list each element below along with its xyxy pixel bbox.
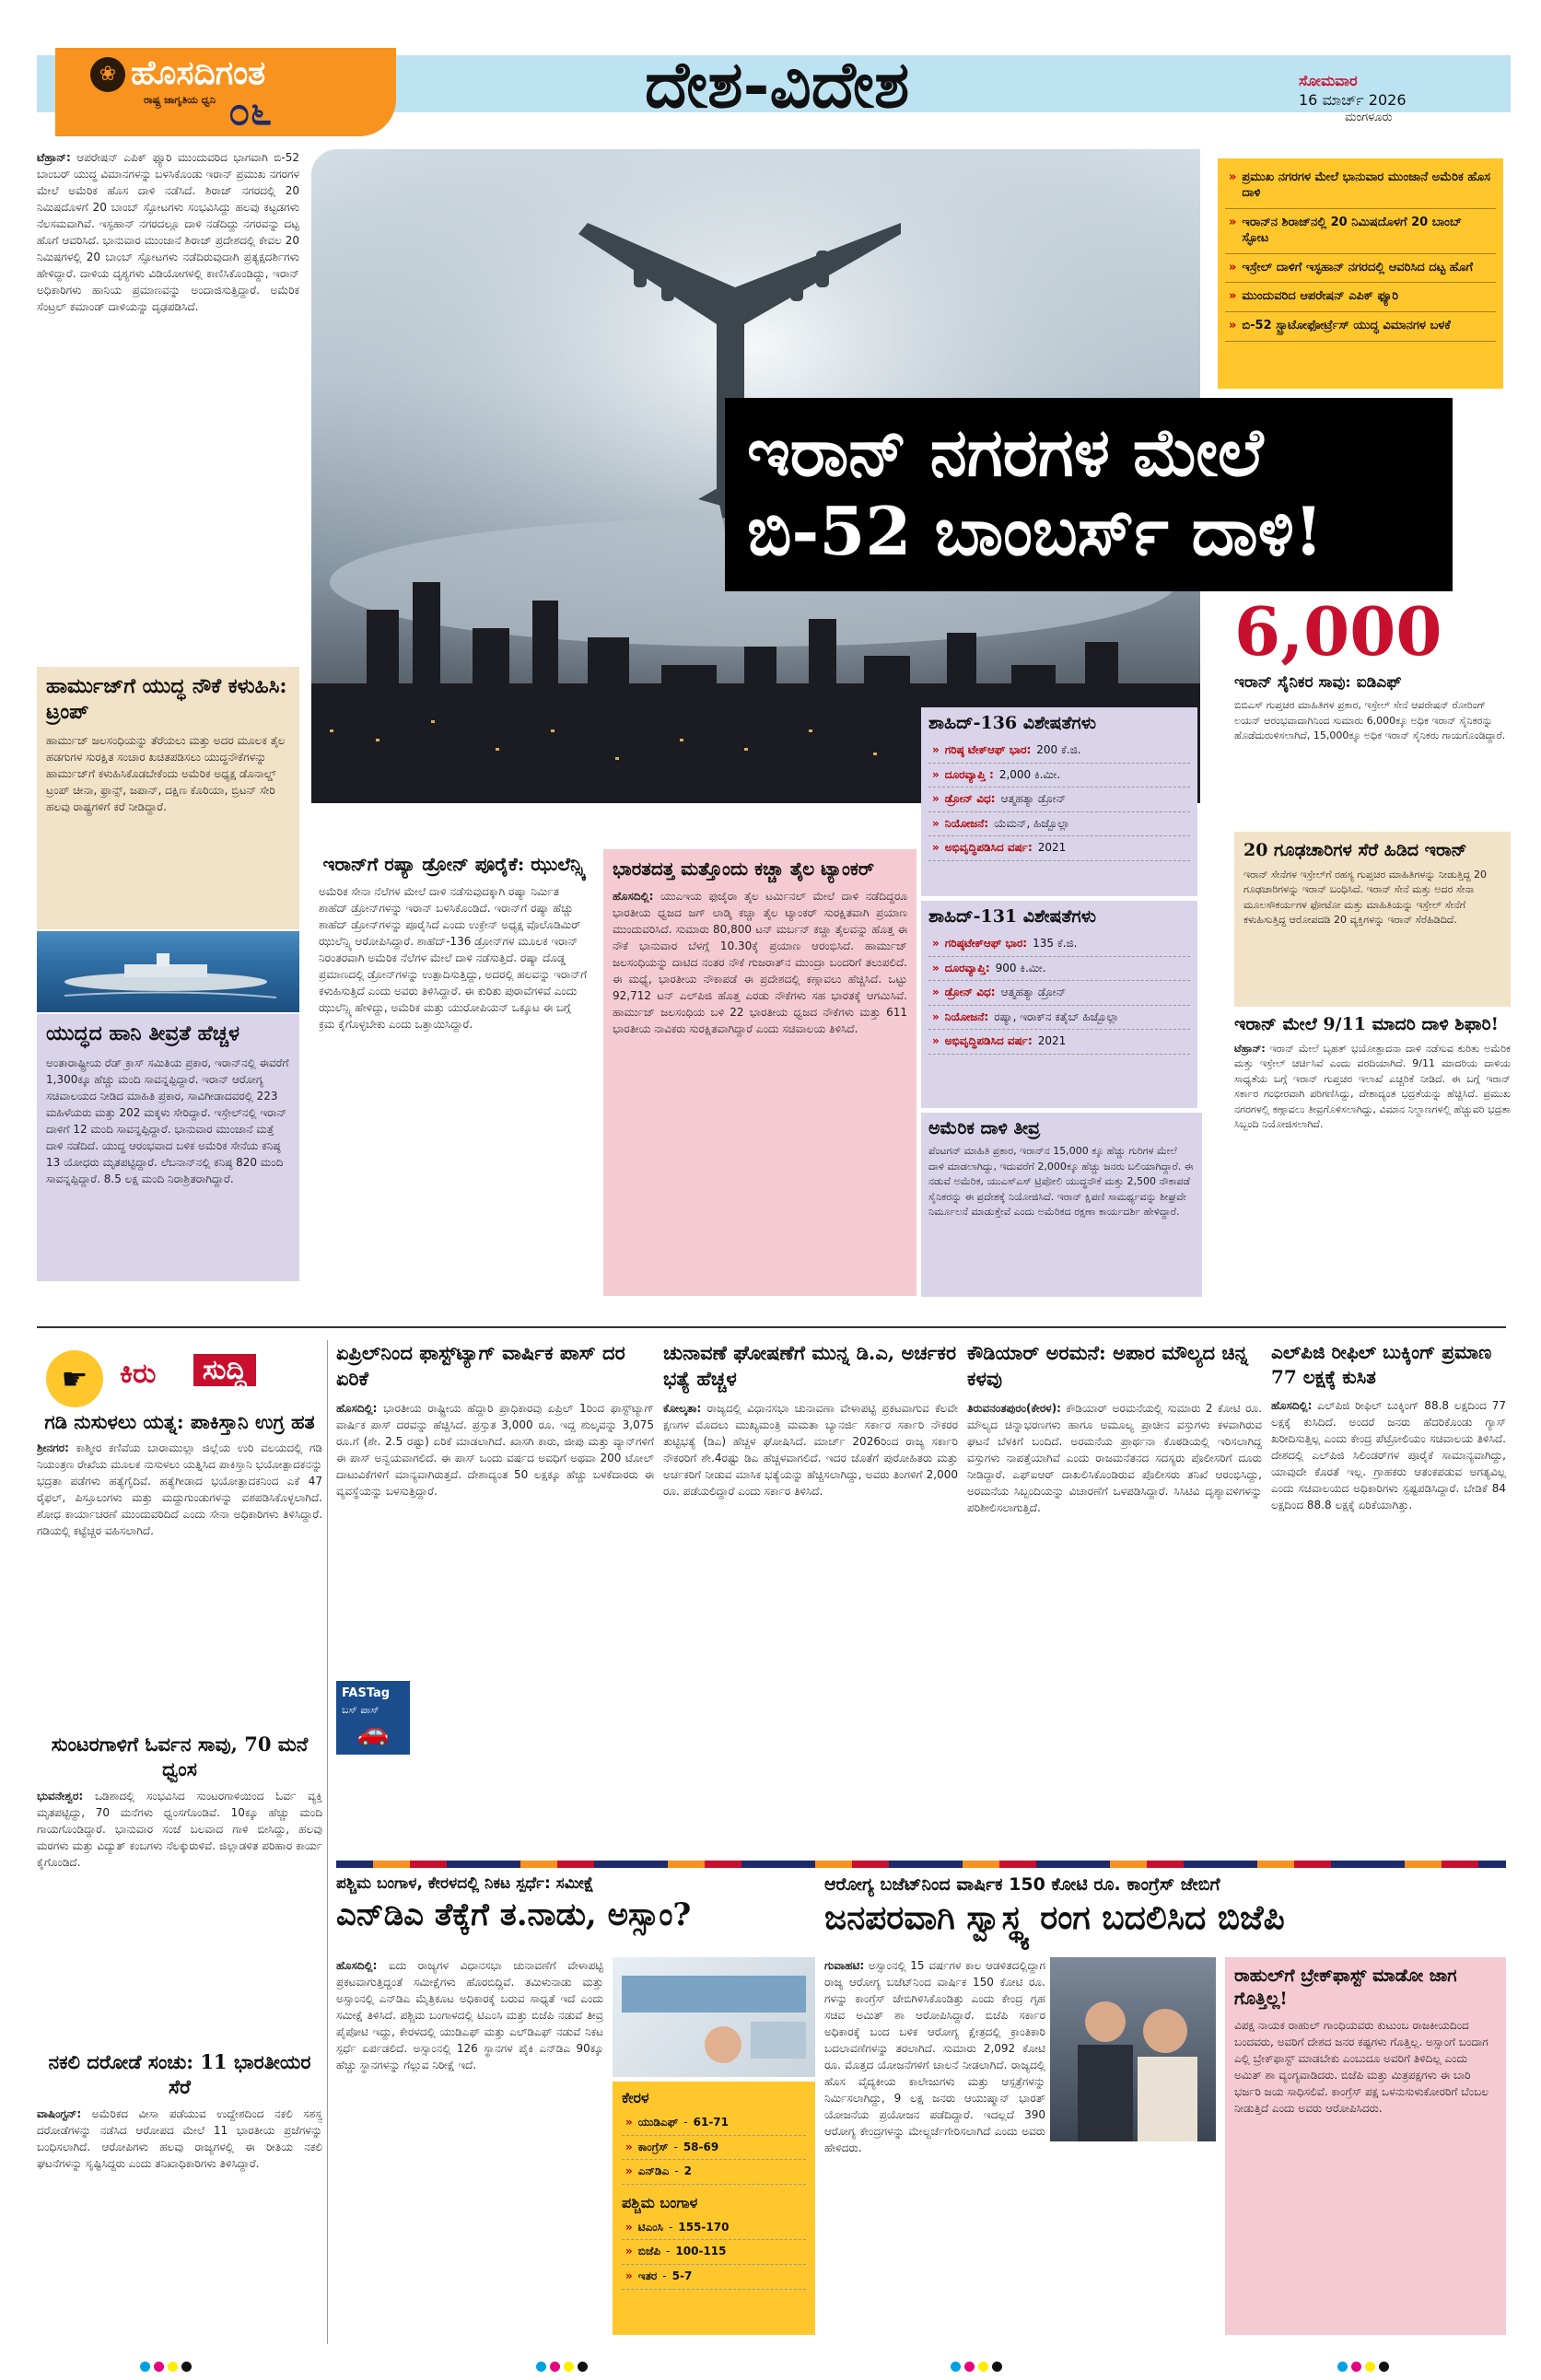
fastag-body: ಭಾರತೀಯ ರಾಷ್ಟ್ರೀಯ ಹೆದ್ದಾರಿ ಪ್ರಾಧಿಕಾರವು ಏಪ್ರಿಲ್ 1ರಿಂದ ಫಾಸ್ಟ್‌ಟ್ಯಾಗ್ ವಾರ್ಷಿಕ ಪಾಸ್ ದರವನ್ನು ಹೆಚ್ಚಿಸಿದೆ. ಪ್ರಸ್ತುತ 3,000 ರೂ. ಇದ್ದ ಶುಲ್ಕವನ್ನು 3,075 ರೂ.ಗೆ (ಶೇ. 2.5 ರಷ್ಟು) ಏರಿಕೆ ಮಾಡಲಾಗಿದೆ. ಖಾಸಗಿ ಕಾರು, ಜೀಪು ಮತ್ತು ವ್ಯಾನ್‌ಗಳಿಗೆ ಈ ಪಾಸ್ ಅನ್ವಯವಾಗಲಿದೆ. ಈ ಪಾಸ್ ಒಂದು ವರ್ಷದ ಅವಧಿಗೆ ಅಥವಾ 200 ಟೋಲ್ ದಾಟುವಿಕೆಗಳಿಗೆ ಮಾನ್ಯವಾಗಿರುತ್ತದೆ. ದೇಶಾದ್ಯಂತ 50 ಲಕ್ಷಕ್ಕೂ ಹೆಚ್ಚು ಬಳಕೆದಾರರು ಈ ವ್ಯವಸ್ಥೆಯನ್ನು ಬಳಸುತ್ತಿದ್ದಾರೆ. xyxy=(336,1401,654,1498)
spec-key: ಗರಿಷ್ಠಟೇಕ್‌ಆಫ್ ಭಾರ: xyxy=(944,937,1028,950)
poll-separator: - xyxy=(666,2245,671,2258)
hand-pointer-icon: ☛ xyxy=(46,1350,103,1407)
us-attack-box xyxy=(921,1113,1202,1297)
election-allowance-title: ಚುನಾವಣೆ ಘೋಷಣೆಗೆ ಮುನ್ನ ಡಿ.ಎ, ಅರ್ಚಕರ ಭತ್ಯೆ ಹೆಚ್ಚಳ xyxy=(663,1341,957,1391)
bjp-health-kicker: ಆರೋಗ್ಯ ಬಜೆಟ್‌ನಿಂದ ವಾರ್ಷಿಕ 150 ಕೋಟಿ ರೂ. ಕಾಂಗ್ರೆಸ್ ಜೇಬಿಗೆ xyxy=(824,1874,1220,1895)
poll-separator: - xyxy=(673,2140,678,2153)
brief-border-body: ಕಾಶ್ಮೀರ ಕಣಿವೆಯ ಬಾರಾಮುಲ್ಲಾ ಜಿಲ್ಲೆಯ ಉರಿ ವಲಯದಲ್ಲಿ ಗಡಿ ನಿಯಂತ್ರಣ ರೇಖೆಯ ಮೂಲಕ ನುಸುಳಲು ಯತ್ನಿಸಿದ ಪಾಕಿಸ್ತಾನಿ ಭಯೋತ್ಪಾದಕನನ್ನು ಭದ್ರತಾ ಪಡೆಗಳು ಹತ್ಯೆಗೈದಿವೆ. ಹತ್ಯೆಗೀಡಾದ ಭಯೋತ್ಪಾದಕನಿಂದ ಎಕೆ 47 ರೈಫಲ್, ಪಿಸ್ತೂಲುಗಳು ಮತ್ತು ಮದ್ದುಗುಂಡುಗಳನ್ನು ವಶಪಡಿಸಿಕೊಳ್ಳಲಾಗಿದೆ. ಶೋಧ ಕಾರ್ಯಾಚರಣೆ ಮುಂದುವರಿದಿದೆ ಎಂದು ಸೇನಾ ಅಧಿಕಾರಿಗಳು ತಿಳಿಸಿದ್ದಾರೆ. ಗಡಿಯಲ್ಲಿ ಕಟ್ಟೆಚ್ಚರ ವಹಿಸಲಾಗಿದೆ. xyxy=(37,1441,322,1538)
nine-eleven-body: ಇರಾನ್ ಮೇಲೆ ಬೃಹತ್ ಭಯೋತ್ಪಾದನಾ ದಾಳಿ ನಡೆಸುವ ಕುರಿತು ಅಮೆರಿಕ ಮತ್ತು ಇಸ್ರೇಲ್ ಚರ್ಚಿಸಿವೆ ಎಂದು ವರದಿಯಾಗಿದೆ. 9/11 ಮಾದರಿಯ ದಾಳಿಯ ಸಾಧ್ಯತೆಯ ಬಗ್ಗೆ ಇರಾನ್ ಗುಪ್ತಚರ ಇಲಾಖೆ ಎಚ್ಚರಿಕೆ ನೀಡಿದೆ. ಈ ಬಗ್ಗೆ ಇರಾನ್ ಸರ್ಕಾರ ಗಂಭೀರವಾಗಿ ಪರಿಗಣಿಸಿದ್ದು, ದೇಶಾದ್ಯಂತ ಭದ್ರತೆಯನ್ನು ಹೆಚ್ಚಿಸಿದೆ. ಪ್ರಮುಖ ನಗರಗಳಲ್ಲಿ ಕಣ್ಗಾವಲು ತೀವ್ರಗೊಳಿಸಲಾಗಿದ್ದು, ವಿಮಾನ ನಿಲ್ದಾಣಗಳಲ್ಲಿ ಹೆಚ್ಚುವರಿ ಭದ್ರತಾ ಸಿಬ್ಬಂದಿ ನಿಯೋಜಿಸಲಾಗಿದೆ. xyxy=(1234,1042,1511,1131)
poll-row xyxy=(622,2240,806,2265)
highlight-text: ಇರಾನ್‌ನ ಶಿರಾಜ್‌ನಲ್ಲಿ 20 ನಿಮಿಷದೊಳಗೆ 20 ಬಾಂಬ್ ಸ್ಫೋಟ xyxy=(1242,215,1463,245)
stat-number: 6,000 xyxy=(1234,592,1442,671)
highlight-text: ಮುಂದುವರಿದ ಆಪರೇಷನ್ ಎಪಿಕ್ ಫ್ಯೂರಿ xyxy=(1242,289,1399,304)
stat-box xyxy=(1234,592,1511,829)
double-chevron-icon: » xyxy=(932,792,940,806)
amit-shah-photo xyxy=(1050,1957,1216,2141)
double-chevron-icon: » xyxy=(932,961,940,974)
spec-key: ನಿಯೋಜನೆ: xyxy=(944,816,989,830)
column-rule xyxy=(327,1340,328,2344)
brief-cyclone-body: ಒಡಿಶಾದಲ್ಲಿ ಸಂಭವಿಸಿದ ಸುಂಟರಗಾಳಿಯಿಂದ ಓರ್ವ ವ್ಯಕ್ತಿ ಮೃತಪಟ್ಟಿದ್ದು, 70 ಮನೆಗಳು ಧ್ವಂಸಗೊಂಡಿವೆ. 10ಕ್ಕೂ ಹೆಚ್ಚು ಮಂದಿ ಗಾಯಗೊಂಡಿದ್ದಾರೆ. ಭಾನುವಾರ ಸಂಜೆ ಬಲವಾದ ಗಾಳಿ ಬೀಸಿದ್ದು, ಹಲವು ಮರಗಳು ಮತ್ತು ವಿದ್ಯುತ್ ಕಂಬಗಳು ನೆಲಕ್ಕುರುಳಿವೆ. ಜಿಲ್ಲಾಡಳಿತ ಪರಿಹಾರ ಕಾರ್ಯ ಕೈಗೊಂಡಿದೆ. xyxy=(37,1789,322,1869)
spec-key: ಡ್ರೋನ್ ವಿಧ: xyxy=(944,792,996,806)
shahed136-rows xyxy=(928,739,1190,861)
hormuz-body: ಹಾರ್ಮುಜ್ ಜಲಸಂಧಿಯನ್ನು ತೆರೆಯಲು ಮತ್ತು ಅದರ ಮೂಲಕ ತೈಲ ಹಡಗುಗಳ ಸುರಕ್ಷಿತ ಸಂಚಾರ ಖಚಿತಪಡಿಸಲು ಯುದ್ಧನೌಕೆಗಳನ್ನು ಹಾರ್ಮುಜ್‌ಗೆ ಕಳುಹಿಸಿಕೊಡಬೇಕೆಂದು ಅಮೆರಿಕ ಅಧ್ಯಕ್ಷ ಡೊನಾಲ್ಡ್ ಟ್ರಂಪ್ ಚೀನಾ, ಫ್ರಾನ್ಸ್, ಜಪಾನ್, ದಕ್ಷಿಣ ಕೊರಿಯಾ, ಬ್ರಿಟನ್ ಸೇರಿ ಹಲವು ರಾಷ್ಟ್ರಗಳಿಗೆ ಕರೆ ನೀಡಿದ್ದಾರೆ. xyxy=(46,734,286,813)
poll-party: ಕಾಂಗ್ರೆಸ್ xyxy=(637,2140,669,2153)
lpg-body-wrap xyxy=(1271,1397,1506,1821)
masthead xyxy=(0,0,1541,152)
city: ಮಂಗಳೂರು xyxy=(1345,110,1393,124)
lpg-title: ಎಲ್‌ಪಿಜಿ ರೀಫಿಲ್ ಬುಕ್ಕಿಂಗ್ ಪ್ರಮಾಣ 77 ಲಕ್ಷಕ್ಕೆ ಕುಸಿತ xyxy=(1271,1341,1492,1388)
poll-seats: 155-170 xyxy=(678,2220,730,2234)
highlight-text: ಇಸ್ರೇಲ್ ದಾಳಿಗೆ ಇಸ್ಫಹಾನ್ ನಗರದಲ್ಲಿ ಆವರಿಸಿದ ದಟ್ಟ ಹೊಗೆ xyxy=(1242,260,1474,274)
warship-photo xyxy=(37,931,299,1012)
hormuz-title: ಹಾರ್ಮುಜ್‌ಗೆ ಯುದ್ಧ ನೌಕೆ ಕಳುಹಿಸಿ: ಟ್ರಂಪ್ xyxy=(46,674,287,724)
spec-value: 2,000 ಕಿ.ಮೀ. xyxy=(998,767,1061,781)
brief-border-dateline: ಶ್ರೀನಗರ: xyxy=(37,1441,69,1455)
tn-assam-body: ಐದು ರಾಜ್ಯಗಳ ವಿಧಾನಸಭಾ ಚುನಾವಣೆಗೆ ವೇಳಾಪಟ್ಟಿ ಪ್ರಕಟವಾಗುತ್ತಿದ್ದಂತೆ ಸಮೀಕ್ಷೆಗಳು ಹೊರಬಿದ್ದಿವೆ. ತಮಿಳುನಾಡು ಮತ್ತು ಅಸ್ಸಾಂನಲ್ಲಿ ಎನ್‌ಡಿಎ ಮೈತ್ರಿಕೂಟ ಅಧಿಕಾರಕ್ಕೆ ಬರುವ ಸಾಧ್ಯತೆ ಇದೆ ಎಂದು ಸಮೀಕ್ಷೆ ತಿಳಿಸಿದೆ. ಪಶ್ಚಿಮ ಬಂಗಾಳದಲ್ಲಿ ಟಿಎಂಸಿ ಮತ್ತು ಬಿಜೆಪಿ ನಡುವೆ ತೀವ್ರ ಪೈಪೋಟಿ ಇದ್ದು, ಕೇರಳದಲ್ಲಿ ಯುಡಿಎಫ್ ಮತ್ತು ಎಲ್‌ಡಿಎಫ್ ನಡುವೆ ನಿಕಟ ಸ್ಪರ್ಧೆ ಏರ್ಪಡಲಿದೆ. ಅಸ್ಸಾಂನಲ್ಲಿ 126 ಸ್ಥಾನಗಳ ಪೈಕಿ ಎನ್‌ಡಿಎ 90ಕ್ಕೂ ಹೆಚ್ಚು ಸ್ಥಾನಗಳನ್ನು ಗೆಲ್ಲುವ ನಿರೀಕ್ಷೆ ಇದೆ. xyxy=(336,1959,603,2071)
spec-row xyxy=(928,981,1190,1006)
brief-cyclone-title: ಸುಂಟರಗಾಳಿಗೆ ಓರ್ವನ ಸಾವು, 70 ಮನೆ ಧ್ವಂಸ xyxy=(51,1732,309,1781)
palace-theft-body-wrap xyxy=(967,1400,1262,1833)
fastag-title: ಏಪ್ರಿಲ್‌ನಿಂದ ಫಾಸ್ಟ್‌ಟ್ಯಾಗ್ ವಾರ್ಷಿಕ ಪಾಸ್ ದರ ಏರಿಕೆ xyxy=(336,1341,625,1391)
lead-dateline: ಟೆಹ್ರಾನ್: xyxy=(37,151,71,164)
bjp-health-body-wrap xyxy=(824,1957,1045,2335)
russia-drone-story xyxy=(311,852,597,1294)
poll-kerala-title: ಕೇರಳ xyxy=(622,2089,649,2106)
spies-box xyxy=(1234,832,1511,1007)
kiru-suddi-label xyxy=(37,1345,322,1409)
hormuz-box xyxy=(37,667,299,929)
kiru-label: ಕಿರು xyxy=(120,1358,157,1390)
colour-stripe xyxy=(336,1861,1506,1868)
poll-party: ಟಿಎಂಸಿ xyxy=(637,2220,663,2234)
war-loss-body: ಅಂತಾರಾಷ್ಟ್ರೀಯ ರೆಡ್ ಕ್ರಾಸ್ ಸಮಿತಿಯ ಪ್ರಕಾರ, ಇರಾನ್‌ನಲ್ಲಿ ಈವರೆಗೆ 1,300ಕ್ಕೂ ಹೆಚ್ಚು ಮಂದಿ ಸಾವನ್ನಪ್ಪಿದ್ದಾರೆ. ಇರಾನ್ ಆರೋಗ್ಯ ಸಚಿವಾಲಯದ ನೀಡಿದ ಮಾಹಿತಿ ಪ್ರಕಾರ, ಸಾವಿಗೀಡಾದವರಲ್ಲಿ 223 ಮಹಿಳೆಯರು ಮತ್ತು 202 ಮಕ್ಕಳು ಸೇರಿದ್ದಾರೆ. ಇಸ್ರೇಲ್‌ನಲ್ಲಿ ಇರಾನ್ ದಾಳಿಗೆ 12 ಮಂದಿ ಸಾವನ್ನಪ್ಪಿದ್ದಾರೆ. ಭಾನುವಾರ ಮುಂಜಾನೆ ಮತ್ತೆ ದಾಳಿ ನಡೆದಿದೆ. ಯುದ್ಧ ಆರಂಭವಾದ ಬಳಿಕ ಅಮೆರಿಕ ಸೇನೆಯ ಕನಿಷ್ಠ 13 ಯೋಧರು ಮೃತಪಟ್ಟಿದ್ದಾರೆ. ಲೆಬನಾನ್‌ನಲ್ಲಿ ಕನಿಷ್ಠ 820 ಮಂದಿ ಸಾವನ್ನಪ್ಪಿದ್ದಾರೆ. 8.5 ಲಕ್ಷ ಮಂದಿ ನಿರಾಶ್ರಿತರಾಗಿದ್ದಾರೆ. xyxy=(46,1056,289,1185)
highlights-box xyxy=(1218,158,1503,389)
poll-wb-rows xyxy=(622,2216,806,2290)
war-loss-box xyxy=(37,1014,299,1281)
spec-value: 2021 xyxy=(1037,1034,1067,1048)
brief-border xyxy=(37,1409,322,1713)
lpg-dateline: ಹೊಸದಿಲ್ಲಿ: xyxy=(1271,1399,1313,1412)
spec-value: ಯೆಮನ್, ಹಿಜ್ಬೊಲ್ಲಾ xyxy=(994,816,1070,830)
registration-marks-left xyxy=(138,2358,193,2375)
palace-theft-story xyxy=(967,1340,1262,1856)
spec-row xyxy=(928,1006,1190,1031)
lead-text: ಆಪರೇಷನ್ ಎಪಿಕ್ ಫ್ಯೂರಿ ಮುಂದುವರಿದ ಭಾಗವಾಗಿ ಬಿ-52 ಬಾಂಬರ್ ಯುದ್ಧ ವಿಮಾನಗಳನ್ನು ಬಳಸಿಕೊಂಡು ಇರಾನ್ ಪ್ರಮುಖ ನಗರಗಳ ಮೇಲೆ ಅಮೆರಿಕ ಹೊಸ ದಾಳಿ ನಡೆಸಿದೆ. ಶಿರಾಜ್ ನಗರದಲ್ಲಿ 20 ನಿಮಿಷದೊಳಗೆ 20 ಬಾಂಬ್ ಸ್ಫೋಟಗಳು ಸಂಭವಿಸಿದ್ದು ಹಲವು ಕಟ್ಟಡಗಳು ನೆಲಸಮವಾಗಿವೆ. ಇಸ್ಫಹಾನ್ ನಗರದಲ್ಲೂ ದಾಳಿ ನಡೆದಿದ್ದು ನಗರವನ್ನು ದಟ್ಟ ಹೊಗೆ ಆವರಿಸಿದೆ. ಭಾನುವಾರ ಮುಂಜಾನೆ ಶಿರಾಜ್ ಪ್ರದೇಶದಲ್ಲಿ ಕೇವಲ 20 ನಿಮಿಷಗಳಲ್ಲಿ 20 ಬಾಂಬ್ ಸ್ಫೋಟಗಳು ನಡೆದಿರುವುದಾಗಿ ಪ್ರತ್ಯಕ್ಷದರ್ಶಿಗಳು ಹೇಳಿದ್ದಾರೆ. ದಾಳಿಯ ದೃಶ್ಯಗಳು ವಿಡಿಯೋಗಳಲ್ಲಿ ಕಾಣಿಸಿಕೊಂಡಿದ್ದು, ಇರಾನ್ ಅಧಿಕಾರಿಗಳು ಹಾನಿಯ ಪ್ರಮಾಣವನ್ನು ಅಂದಾಜಿಸುತ್ತಿದ್ದಾರೆ. ಅಮೆರಿಕ ಸೆಂಟ್ರಲ್ ಕಮಾಂಡ್ ದಾಳಿಯನ್ನು ದೃಢಪಡಿಸಿದೆ. xyxy=(37,151,299,313)
brief-robbery xyxy=(37,2049,322,2344)
poll-separator: - xyxy=(662,2269,667,2282)
spec-value: 2021 xyxy=(1037,841,1067,855)
car-icon: 🚗 xyxy=(356,1717,390,1747)
tn-assam-body-wrap xyxy=(336,1957,603,2326)
spec-row xyxy=(928,932,1190,957)
registration-marks-center xyxy=(534,2358,590,2375)
fastag-dateline: ಹೊಸದಿಲ್ಲಿ: xyxy=(336,1401,378,1415)
spec-row xyxy=(928,836,1190,861)
double-chevron-icon: » xyxy=(1229,215,1237,229)
highlight-text: ಪ್ರಮುಖ ನಗರಗಳ ಮೇಲೆ ಭಾನುವಾರ ಮುಂಜಾನೆ ಅಮೆರಿಕ ಹೊಸ ದಾಳಿ xyxy=(1242,170,1491,200)
logo-tagline: ರಾಷ್ಟ್ರ ಜಾಗೃತಿಯ ಧ್ವನಿ xyxy=(144,94,216,106)
spies-body: ಇರಾನ್ ಸೇನೆಗಳ ಇಸ್ರೇಲ್‌ಗೆ ರಹಸ್ಯ ಗುಪ್ತಚರ ಮಾಹಿತಿಗಳನ್ನು ನೀಡುತ್ತಿದ್ದ 20 ಗೂಢಚಾರಿಗಳನ್ನು ಇರಾನ್ ಬಂಧಿಸಿದೆ. ಇರಾನ್ ಸೇನೆ ಮತ್ತು ಅದರ ಸೇನಾ ಮೂಲಸೌಕರ್ಯಗಳ ಫೋಟೋ ಮತ್ತು ಮಾಹಿತಿಯನ್ನು ಇಸ್ರೇಲ್ ಸೇನೆಗೆ ಕಳುಹಿಸುತ್ತಿದ್ದ ಆರೋಪದಡಿ 20 ವ್ಯಕ್ತಿಗಳನ್ನು ಇರಾನ್ ಸೆರೆಹಿಡಿದಿದೆ. xyxy=(1243,868,1488,927)
lpg-story xyxy=(1271,1340,1506,1856)
day: ಸೋಮವಾರ xyxy=(1299,72,1358,89)
logo-emblem-icon: ❀ xyxy=(90,57,125,92)
double-chevron-icon: » xyxy=(932,986,940,999)
poll-separator: - xyxy=(683,2116,688,2129)
poll-kerala-rows xyxy=(622,2111,806,2185)
fastag-logo-sub: ಬಸ್ ಪಾಸ್ xyxy=(342,1704,379,1716)
double-chevron-icon: » xyxy=(625,2220,633,2234)
tanker-story xyxy=(603,849,916,1296)
double-chevron-icon: » xyxy=(625,2140,633,2153)
poll-row xyxy=(622,2265,806,2290)
poll-seats: 58-69 xyxy=(683,2140,719,2153)
tanker-title: ಭಾರತದತ್ತ ಮತ್ತೊಂದು ಕಚ್ಚಾ ತೈಲ ಟ್ಯಾಂಕರ್ xyxy=(613,858,874,880)
poll-seats: 2 xyxy=(683,2164,692,2178)
double-chevron-icon: » xyxy=(625,2116,633,2129)
lead-headline-line2: ಬಿ-52 ಬಾಂಬರ್ಸ್ ದಾಳಿ! xyxy=(747,492,1324,571)
shahed131-title: ಶಾಹಿದ್-131 ವಿಶೇಷತೆಗಳು xyxy=(928,906,1097,927)
spec-value: ಆತ್ಮಹತ್ಯಾ ಡ್ರೋನ್ xyxy=(1000,986,1067,999)
poll-row xyxy=(622,2136,806,2161)
nine-eleven-title: ಇರಾನ್ ಮೇಲೆ 9/11 ಮಾದರಿ ದಾಳಿ ಶಿಫಾರಿ! xyxy=(1234,1014,1499,1034)
double-chevron-icon: » xyxy=(625,2269,633,2282)
brief-robbery-title: ನಕಲಿ ದರೋಡೆ ಸಂಚು: 11 ಭಾರತೀಯರ ಸೆರೆ xyxy=(48,2050,311,2099)
nine-eleven-story xyxy=(1234,1013,1511,1336)
us-attack-title: ಅಮೆರಿಕ ದಾಳಿ ತೀವ್ರ xyxy=(928,1118,1041,1138)
registration-marks-mid xyxy=(949,2358,1004,2375)
poll-seats: 100-115 xyxy=(675,2245,727,2258)
highlight-item xyxy=(1225,254,1496,284)
spec-key: ಅಭಿವೃದ್ಧಿಪಡಿಸಿದ ವರ್ಷ: xyxy=(944,841,1033,855)
fastag-story xyxy=(336,1340,654,1856)
rahul-breakfast-box xyxy=(1225,1957,1506,2335)
fastag-logo xyxy=(336,1681,410,1755)
stat-body: ಬಿಬಿಎಸ್ ಗುಪ್ತಚರ ಮಾಹಿತಿಗಳ ಪ್ರಕಾರ, ಇಸ್ರೇಲ್ ಸೇನೆ ಆಪರೇಷನ್ ರೋರಿಂಗ್ ಲಯನ್ ಆರಂಭವಾದಾಗಿನಿಂದ ಸುಮಾರು 6,000ಕ್ಕೂ ಅಧಿಕ ಇರಾನ್ ಸೈನಿಕರನ್ನು ಹೊಡೆದುರುಳಿಸಲಾಗಿದೆ, 15,000ಕ್ಕೂ ಅಧಿಕ ಇರಾನ್ ಸೈನಿಕರು ಗಾಯಗೊಂಡಿದ್ದಾರೆ. xyxy=(1234,699,1506,742)
double-chevron-icon: » xyxy=(932,841,940,855)
date-block xyxy=(1299,72,1483,125)
spec-key: ಅಭಿವೃದ್ಧಿಪಡಿಸಿದ ವರ್ಷ: xyxy=(944,1034,1033,1048)
double-chevron-icon: » xyxy=(625,2245,633,2258)
nine-eleven-dateline: ಟೆಹ್ರಾನ್: xyxy=(1234,1042,1266,1055)
section-title: ದೇಶ-ವಿದೇಶ xyxy=(645,46,910,122)
spec-row xyxy=(928,1030,1190,1055)
brief-robbery-dateline: ವಾಷಿಂಗ್ಟನ್: xyxy=(37,2106,82,2120)
poll-seats: 61-71 xyxy=(693,2116,730,2129)
poll-row xyxy=(622,2111,806,2136)
spec-key: ದೂರವ್ಯಾಪ್ತಿ: xyxy=(944,961,990,974)
suddi-label: ಸುದ್ದಿ xyxy=(193,1354,256,1386)
poll-row xyxy=(622,2216,806,2241)
poll-seats: 5-7 xyxy=(671,2269,693,2282)
brief-robbery-body: ಅಮೆರಿಕದ ವೀಸಾ ಪಡೆಯುವ ಉದ್ದೇಶದಿಂದ ನಕಲಿ ಸಶಸ್ತ್ರ ದರೋಡೆಗಳನ್ನು ನಡೆಸಿದ ಆರೋಪದ ಮೇಲೆ 11 ಭಾರತೀಯ ಪ್ರಜೆಗಳನ್ನು ಬಂಧಿಸಲಾಗಿದೆ. ಆರೋಪಿಗಳು ಹಲವು ರಾಜ್ಯಗಳಲ್ಲಿ ಈ ರೀತಿಯ ನಕಲಿ ಘಟನೆಗಳನ್ನು ಸೃಷ್ಟಿಸಿದ್ದರು ಎಂದು ತನಿಖಾಧಿಕಾರಿಗಳು ತಿಳಿಸಿದ್ದಾರೆ. xyxy=(37,2106,322,2170)
double-chevron-icon: » xyxy=(932,937,940,950)
nine-eleven-body-wrap xyxy=(1234,1042,1511,1290)
highlight-item xyxy=(1225,164,1496,209)
palace-theft-body: ಕೌಡಿಯಾರ್ ಅರಮನೆಯಲ್ಲಿ ಸುಮಾರು 2 ಕೋಟಿ ರೂ. ಮೌಲ್ಯದ ಚಿನ್ನಾಭರಣಗಳು ಹಾಗೂ ಅಮೂಲ್ಯ ಪ್ರಾಚೀನ ವಸ್ತುಗಳು ಕಳವಾಗಿರುವ ಘಟನೆ ಬೆಳಕಿಗೆ ಬಂದಿದೆ. ಅರಮನೆಯ ಪ್ರಾರ್ಥನಾ ಕೊಠಡಿಯಲ್ಲಿ ಇರಿಸಲಾಗಿದ್ದ ವಸ್ತುಗಳು ನಾಪತ್ತೆಯಾಗಿವೆ ಎಂದು ರಾಜಮನೆತನದ ಸದಸ್ಯರು ಪೊಲೀಸರಿಗೆ ದೂರು ನೀಡಿದ್ದಾರೆ. ಎಫ್ಐಆರ್ ದಾಖಲಿಸಿಕೊಂಡಿರುವ ಪೊಲೀಸರು ತನಿಖೆ ಆರಂಭಿಸಿದ್ದು, ಅರಮನೆಯ ಸಿಬ್ಬಂದಿಯನ್ನು ವಿಚಾರಣೆಗೆ ಒಳಪಡಿಸಿದ್ದಾರೆ. ಸಿಸಿಟಿವಿ ದೃಶ್ಯಾವಳಿಗಳನ್ನು ಪರಿಶೀಲಿಸಲಾಗುತ್ತಿದೆ. xyxy=(967,1401,1262,1514)
spec-row xyxy=(928,739,1190,764)
poll-party: ಬಿಜೆಪಿ xyxy=(637,2245,661,2258)
tanker-body: ಯುಎಇಯ ಫುಜೈರಾ ತೈಲ ಟರ್ಮಿನಲ್ ಮೇಲೆ ದಾಳಿ ನಡೆದಿದ್ದರೂ ಭಾರತೀಯ ಧ್ವಜದ ಜಗ್ ಲಾಡ್ಕಿ ಕಚ್ಚಾ ತೈಲ ಟ್ಯಾಂಕರ್ ಸುರಕ್ಷಿತವಾಗಿ ಪ್ರಯಾಣ ಮುಂದುವರಿಸಿದೆ. ಸುಮಾರು 80,800 ಟನ್ ಮರ್ಬನ್ ಕಚ್ಚಾ ತೈಲವನ್ನು ಹೊತ್ತ ಈ ನೌಕೆ ಭಾನುವಾರ ಬೆಳಗ್ಗೆ 10.30ಕ್ಕೆ ಪ್ರಯಾಣ ಆರಂಭಿಸಿದೆ. ಹಾರ್ಮುಜ್ ಜಲಸಂಧಿಯನ್ನು ದಾಟಿದ ನಂತರ ನೌಕೆ ಗುಜರಾತ್‌ನ ಮುಂದ್ರಾ ಬಂದರಿಗೆ ತಲುಪಲಿದೆ. ಈ ಮಧ್ಯೆ, ಭಾರತೀಯ ನೌಕಾಪಡೆ ಈ ಪ್ರದೇಶದಲ್ಲಿ ಕಣ್ಗಾವಲು ಹೆಚ್ಚಿಸಿದೆ. ಒಟ್ಟು 92,712 ಟನ್ ಎಲ್‌ಪಿಜಿ ಹೊತ್ತ ಎರಡು ನೌಕೆಗಳು ಸಹ ಭಾರತಕ್ಕೆ ಆಗಮಿಸಿವೆ. ಹಾರ್ಮುಜ್ ಜಲಸಂಧಿಯ ಬಳಿ 22 ಭಾರತೀಯ ಧ್ವಜದ ನೌಕೆಗಳು ಮತ್ತು 611 ಭಾರತೀಯ ನಾವಿಕರು ಸುರಕ್ಷಿತವಾಗಿದ್ದಾರೆ ಎಂದು ಸಚಿವಾಲಯ ತಿಳಿಸಿದೆ. xyxy=(613,890,907,1035)
fastag-logo-text: FASTag xyxy=(342,1686,391,1700)
russia-drone-title: ಇರಾನ್‌ಗೆ ರಷ್ಯಾ ಡ್ರೋನ್ ಪೂರೈಕೆ: ಝುಲೆನ್ಸ್ಕಿ xyxy=(322,853,586,875)
logo-text: ಹೊಸದಿಗಂತ xyxy=(131,53,266,92)
election-body: ರಾಜ್ಯದಲ್ಲಿ ವಿಧಾನಸಭಾ ಚುನಾವಣಾ ವೇಳಾಪಟ್ಟಿ ಪ್ರಕಟವಾಗುವ ಕೆಲವೇ ಕ್ಷಣಗಳ ಮೊದಲು ಮುಖ್ಯಮಂತ್ರಿ ಮಮತಾ ಬ್ಯಾನರ್ಜಿ ಸರ್ಕಾರ ಸರ್ಕಾರಿ ನೌಕರರ ತುಟ್ಟಿಭತ್ಯೆ (ಡಿಎ) ಹೆಚ್ಚಳ ಘೋಷಿಸಿದೆ. ಮಾರ್ಚ್ 2026ರಿಂದ ರಾಜ್ಯ ಸರ್ಕಾರಿ ನೌಕರರಿಗೆ ಶೇ.4ರಷ್ಟು ಡಿಎ ಹೆಚ್ಚಳವಾಗಲಿದೆ. ಇದರ ಜೊತೆಗೆ ಪುರೋಹಿತರು ಮತ್ತು ಅರ್ಚಕರಿಗೆ ನೀಡುವ ಮಾಸಿಕ ಭತ್ಯೆಯನ್ನು ಹೆಚ್ಚಿಸಲಾಗಿದ್ದು, ಅವರು ತಿಂಗಳಿಗೆ 2,000 ರೂ. ಪಡೆಯಲಿದ್ದಾರೆ ಎಂದು ಸರ್ಕಾರ ತಿಳಿಸಿದೆ. xyxy=(663,1401,958,1498)
tn-assam-kicker: ಪಶ್ಚಿಮ ಬಂಗಾಳ, ಕೇರಳದಲ್ಲಿ ನಿಕಟ ಸ್ಪರ್ಧೆ: ಸಮೀಕ್ಷೆ xyxy=(336,1874,594,1893)
russia-drone-body: ಅಮೆರಿಕ ಸೇನಾ ನೆಲೆಗಳ ಮೇಲೆ ದಾಳಿ ನಡೆಸುವುದಕ್ಕಾಗಿ ರಷ್ಯಾ ನಿರ್ಮಿತ ಶಾಹೆದ್ ಡ್ರೋನ್‌ಗಳನ್ನು ಇರಾನ್ ಬಳಸಿಕೊಂಡಿದೆ. ಇರಾನ್‌ಗೆ ರಷ್ಯಾ ಹೆಚ್ಚು ಶಾಹೆದ್ ಡ್ರೋನ್‌ಗಳನ್ನು ಪೂರೈಸಿದೆ ಎಂದು ಉಕ್ರೇನ್ ಅಧ್ಯಕ್ಷ ವೊಲೊಡಿಮಿರ್ ಝುಲೆನ್ಸ್ಕಿ ಆರೋಪಿಸಿದ್ದಾರೆ. ಶಾಹೆದ್-136 ಡ್ರೋನ್‌ಗಳ ಮೂಲಕ ಇರಾನ್ ನಿರಂತರವಾಗಿ ಅಮೆರಿಕ ನೆಲೆಗಳ ಮೇಲೆ ದಾಳಿ ನಡೆಸುತ್ತಿದೆ. ರಷ್ಯಾ ದೊಡ್ಡ ಪ್ರಮಾಣದಲ್ಲಿ ಡ್ರೋನ್‌ಗಳನ್ನು ಉತ್ಪಾದಿಸುತ್ತಿದ್ದು, ಅದರಲ್ಲಿ ಹಲವನ್ನು ಇರಾನ್‌ಗೆ ಕಳುಹಿಸುತ್ತಿದೆ ಎಂದು ಅವರು ತಿಳಿಸಿದ್ದಾರೆ. ಈ ಕುರಿತು ಪುರಾವೆಗಳಿವೆ ಎಂದು ಝುಲೆನ್ಸ್ಕಿ ಹೇಳಿದ್ದು, ಅಮೆರಿಕ ಮತ್ತು ಯುರೋಪಿಯನ್ ಒಕ್ಕೂಟ ಈ ಬಗ್ಗೆ ಕ್ರಮ ಕೈಗೊಳ್ಳಬೇಕು ಎಂದು ಒತ್ತಾಯಿಸಿದ್ದಾರೆ. xyxy=(319,885,588,1031)
poll-party: ಯುಡಿಎಫ್ xyxy=(637,2116,679,2129)
double-chevron-icon: » xyxy=(1229,170,1237,184)
double-chevron-icon: » xyxy=(1229,319,1237,333)
date: 16 ಮಾರ್ಚ್ 2026 xyxy=(1299,90,1407,109)
double-chevron-icon: » xyxy=(932,816,940,830)
spec-value: ರಷ್ಯಾ, ಇರಾಕ್‌ನ ಕತೈಬ್ ಹಿಜ್ಬೊಲ್ಲಾ xyxy=(994,1009,1119,1023)
fastag-body-wrap xyxy=(336,1400,654,1833)
shahed131-box xyxy=(921,901,1197,1108)
brief-border-body-wrap xyxy=(37,1440,322,1670)
bjp-health-title: ಜನಪರವಾಗಿ ಸ್ವಾಸ್ಥ್ಯ ರಂಗ ಬದಲಿಸಿದ ಬಿಜೆಪಿ xyxy=(824,1898,1285,1937)
double-chevron-icon: » xyxy=(625,2164,633,2178)
voting-photo xyxy=(613,1957,815,2077)
spec-row xyxy=(928,788,1190,812)
brief-cyclone-body-wrap xyxy=(37,1788,322,2027)
palace-theft-title: ಕೌಡಿಯಾರ್ ಅರಮನೆ: ಅಪಾರ ಮೌಲ್ಯದ ಚಿನ್ನ ಕಳವು xyxy=(967,1341,1249,1391)
poll-row xyxy=(622,2160,806,2185)
rahul-breakfast-body: ವಿಪಕ್ಷ ನಾಯಕ ರಾಹುಲ್ ಗಾಂಧಿಯವರು ಕುಟುಂಬ ರಾಜಕೀಯದಿಂದ ಬಂದವರು, ಅವರಿಗೆ ದೇಶದ ಜನರ ಕಷ್ಟಗಳು ಗೊತ್ತಿಲ್ಲ. ಅಸ್ಸಾಂಗೆ ಬಂದಾಗ ಎಲ್ಲಿ ಬ್ರೇಕ್‌ಫಾಸ್ಟ್ ಮಾಡಬೇಕು ಎಂಬುದೂ ಅವರಿಗೆ ತಿಳಿದಿಲ್ಲ ಎಂದು ಅಮಿತ್ ಶಾ ವ್ಯಂಗ್ಯವಾಡಿದರು. ಬಿಜೆಪಿ ಮತ್ತು ಮಿತ್ರಪಕ್ಷಗಳು ಈ ಬಾರಿ ಭರ್ಜರಿ ಜಯ ಸಾಧಿಸಲಿವೆ. ಕಾಂಗ್ರೆಸ್ ಪಕ್ಷ ಒಳನುಸುಳುಕೋರರಿಗೆ ಬೆಂಬಲ ನೀಡುತ್ತಿದೆ ಎಂದು ಅವರು ಆರೋಪಿಸಿದರು. xyxy=(1234,2019,1489,2116)
spec-key: ಡ್ರೋನ್ ವಿಧ: xyxy=(944,986,996,999)
double-chevron-icon: » xyxy=(932,743,940,756)
election-dateline: ಕೋಲ್ಕತಾ: xyxy=(663,1401,702,1415)
rahul-breakfast-title: ರಾಹುಲ್‌ಗೆ ಬ್ರೇಕ್‌ಫಾಸ್ಟ್ ಮಾಡೋ ಜಾಗ ಗೊತ್ತಿಲ್ಲ! xyxy=(1234,1966,1457,2009)
poll-separator: - xyxy=(669,2220,673,2234)
logo xyxy=(55,48,396,136)
bjp-health-story xyxy=(824,1874,1506,2339)
spec-key: ನಿಯೋಜನೆ: xyxy=(944,1009,989,1023)
brief-robbery-body-wrap xyxy=(37,2106,322,2327)
spec-row xyxy=(928,957,1190,982)
us-attack-body: ಪೆಂಟಗನ್ ಮಾಹಿತಿ ಪ್ರಕಾರ, ಇರಾನ್‌ನ 15,000 ಕ್ಕೂ ಹೆಚ್ಚು ಗುರಿಗಳ ಮೇಲೆ ದಾಳಿ ಮಾಡಲಾಗಿದ್ದು, ಇದುವರೆಗೆ 2,000ಕ್ಕೂ ಹೆಚ್ಚು ಜನರು ಬಲಿಯಾಗಿದ್ದಾರೆ. ಈ ನಡುವೆ ಅಮೆರಿಕ, ಯುಎಸ್ಎಸ್ ಟ್ರಿಪೋಲಿ ಯುದ್ಧನೌಕೆ ಮತ್ತು 2,500 ನೌಕಾಪಡೆ ಸೈನಿಕರನ್ನು ಈ ಪ್ರದೇಶಕ್ಕೆ ನಿಯೋಜಿಸಿದೆ. ಇರಾನ್ ಕ್ಷಿಪಣಿ ಸಾಮರ್ಥ್ಯವನ್ನು ಶೀಘ್ರವೇ ನಿರ್ಮೂಲನೆ ಮಾಡುತ್ತೇವೆ ಎಂದು ಅಮೆರಿಕದ ರಕ್ಷಣಾ ಕಾರ್ಯದರ್ಶಿ ಹೇಳಿದ್ದಾರೆ. xyxy=(928,1145,1194,1218)
lead-headline xyxy=(725,398,1453,591)
shahed136-box xyxy=(921,707,1197,896)
double-chevron-icon: » xyxy=(932,1009,940,1023)
section-divider xyxy=(37,1326,1506,1328)
shahed131-rows xyxy=(928,932,1190,1055)
tn-assam-dateline: ಹೊಸದಿಲ್ಲಿ: xyxy=(336,1959,378,1972)
spec-value: 200 ಕೆ.ಜಿ. xyxy=(1036,743,1081,756)
double-chevron-icon: » xyxy=(1229,289,1237,304)
spies-title: 20 ಗೂಢಚಾರಿಗಳ ಸೆರೆ ಹಿಡಿದ ಇರಾನ್ xyxy=(1243,840,1467,860)
double-chevron-icon: » xyxy=(932,767,940,781)
bjp-health-dateline: ಗುವಾಹಟಿ: xyxy=(824,1959,865,1972)
double-chevron-icon: » xyxy=(932,1034,940,1048)
stat-title: ಇರಾನ್ ಸೈನಿಕರ ಸಾವು: ಐಡಿಎಫ್ xyxy=(1234,673,1402,692)
brief-cyclone xyxy=(37,1732,322,2036)
lead-headline-line1: ಇರಾನ್ ನಗರಗಳ ಮೇಲೆ xyxy=(747,413,1264,491)
tn-assam-title: ಎನ್‌ಡಿಎ ತೆಕ್ಕೆಗೆ ತ.ನಾಡು, ಅಸ್ಸಾಂ? xyxy=(336,1896,692,1933)
poll-box xyxy=(613,2082,815,2335)
election-allowance-story xyxy=(663,1340,958,1856)
spec-row xyxy=(928,764,1190,788)
brief-border-title: ಗಡಿ ನುಸುಳಲು ಯತ್ನ: ಪಾಕಿಸ್ತಾನಿ ಉಗ್ರ ಹತ xyxy=(44,1410,315,1433)
spec-row xyxy=(928,812,1190,837)
poll-party: ಇತರ xyxy=(637,2269,658,2282)
tn-assam-story xyxy=(336,1874,815,2339)
registration-marks-right xyxy=(1336,2358,1391,2375)
palace-theft-dateline: ತಿರುವನಂತಪುರಂ(ಕೇರಳ): xyxy=(967,1401,1061,1415)
page-number: ೦೬ xyxy=(228,88,273,134)
highlight-text: ಬಿ-52 ಸ್ಟ್ರಾಟೋಫೋರ್ಟ್ರೆಸ್ ಯುದ್ಧ ವಿಮಾನಗಳ ಬಳಕೆ xyxy=(1242,319,1451,333)
spec-value: ಆತ್ಮಹತ್ಯಾ ಡ್ರೋನ್ xyxy=(1000,792,1067,806)
shahed136-title: ಶಾಹಿದ್-136 ವಿಶೇಷತೆಗಳು xyxy=(928,713,1097,733)
poll-wb-title: ಪಶ್ಚಿಮ ಬಂಗಾಳ xyxy=(622,2193,698,2211)
highlights-list xyxy=(1225,164,1496,342)
highlight-item xyxy=(1225,209,1496,254)
spec-value: 135 ಕೆ.ಜಿ. xyxy=(1033,937,1078,950)
lpg-body: ಎಲ್‌ಪಿಜಿ ರೀಫಿಲ್ ಬುಕ್ಕಿಂಗ್ 88.8 ಲಕ್ಷದಿಂದ 77 ಲಕ್ಷಕ್ಕೆ ಕುಸಿದಿದೆ. ಅಂದರೆ ಜನರು ಹೆದರಿಕೊಂಡು ಗ್ಯಾಸ್ ಖರೀದಿಸುತ್ತಿಲ್ಲ ಎಂದು ಕೇಂದ್ರ ಪೆಟ್ರೋಲಿಯಂ ಸಚಿವಾಲಯ ತಿಳಿಸಿದೆ. ದೇಶದಲ್ಲಿ ಎಲ್‌ಪಿಜಿ ಸಿಲಿಂಡರ್‌ಗಳ ಪೂರೈಕೆ ಸಾಮಾನ್ಯವಾಗಿದ್ದು, ಯಾವುದೇ ಕೊರತೆ ಇಲ್ಲ. ಗ್ರಾಹಕರು ಆತಂಕಪಡುವ ಅಗತ್ಯವಿಲ್ಲ ಎಂದು ಸಚಿವಾಲಯದ ಅಧಿಕಾರಿಗಳು ಸ್ಪಷ್ಟಪಡಿಸಿದ್ದಾರೆ. ಬೇಡಿಕೆ 84 ಲಕ್ಷದಿಂದ 88.8 ಲಕ್ಷಕ್ಕೆ ಏರಿಕೆಯಾಗಿತ್ತು. xyxy=(1271,1399,1506,1511)
tanker-dateline: ಹೊಸದಿಲ್ಲಿ: xyxy=(613,890,654,903)
spec-key: ಗರಿಷ್ಠ ಟೇಕ್‌ಆಫ್ ಭಾರ: xyxy=(944,743,1032,756)
highlight-item xyxy=(1225,283,1496,312)
lead-story-left-body xyxy=(37,149,299,656)
bjp-health-body: ಅಸ್ಸಾಂನಲ್ಲಿ 15 ವರ್ಷಗಳ ಕಾಲ ಆಡಳಿತದಲ್ಲಿದ್ದಾಗ ರಾಜ್ಯ ಆರೋಗ್ಯ ಬಜೆಟ್‌ನಿಂದ ವಾರ್ಷಿಕ 150 ಕೋಟಿ ರೂ. ಗಳನ್ನು ಕಾಂಗ್ರೆಸ್ ಜೇಬಿಗಿಳಿಸಿಕೊಂಡಿತ್ತು ಎಂದು ಕೇಂದ್ರ ಗೃಹ ಸಚಿವ ಅಮಿತ್ ಶಾ ಆರೋಪಿಸಿದ್ದಾರೆ. ಬಿಜೆಪಿ ಸರ್ಕಾರ ಅಧಿಕಾರಕ್ಕೆ ಬಂದ ಬಳಿಕ ಆರೋಗ್ಯ ಕ್ಷೇತ್ರದಲ್ಲಿ ಕ್ರಾಂತಿಕಾರಿ ಬದಲಾವಣೆಗಳನ್ನು ತರಲಾಗಿದೆ. ಸುಮಾರು 2,092 ಕೋಟಿ ರೂ. ಮೊತ್ತದ ಯೋಜನೆಗಳಿಗೆ ಚಾಲನೆ ನೀಡಲಾಗಿದೆ. ರಾಜ್ಯದಲ್ಲಿ ಹೊಸ ವೈದ್ಯಕೀಯ ಕಾಲೇಜುಗಳು ಮತ್ತು ಆಸ್ಪತ್ರೆಗಳನ್ನು ನಿರ್ಮಿಸಲಾಗಿದ್ದು, 9 ಲಕ್ಷ ಜನರು ಆಯುಷ್ಮಾನ್ ಭಾರತ್ ಯೋಜನೆಯ ಪ್ರಯೋಜನ ಪಡೆದಿದ್ದಾರೆ. ಇದಲ್ಲದೆ 390 ಆರೋಗ್ಯ ಕೇಂದ್ರಗಳನ್ನು ಮೇಲ್ದರ್ಜೆಗೇರಿಸಲಾಗಿದೆ ಎಂದು ಅವರು ಹೇಳಿದರು. xyxy=(824,1959,1045,2154)
election-body-wrap xyxy=(663,1400,958,1833)
brief-cyclone-dateline: ಭುವನೇಶ್ವರ: xyxy=(37,1789,84,1802)
spec-key: ದೂರವ್ಯಾಪ್ತಿ : xyxy=(944,767,994,781)
tanker-body-wrap xyxy=(613,888,907,1256)
double-chevron-icon: » xyxy=(1229,260,1237,274)
poll-party: ಎನ್‌ಡಿಎ xyxy=(637,2164,670,2178)
poll-separator: - xyxy=(674,2164,679,2178)
war-loss-title: ಯುದ್ಧದ ಹಾನಿ ತೀವ್ರತೆ ಹೆಚ್ಚಳ xyxy=(46,1021,239,1045)
highlight-item xyxy=(1225,312,1496,342)
spec-value: 900 ಕಿ.ಮೀ. xyxy=(995,961,1046,974)
